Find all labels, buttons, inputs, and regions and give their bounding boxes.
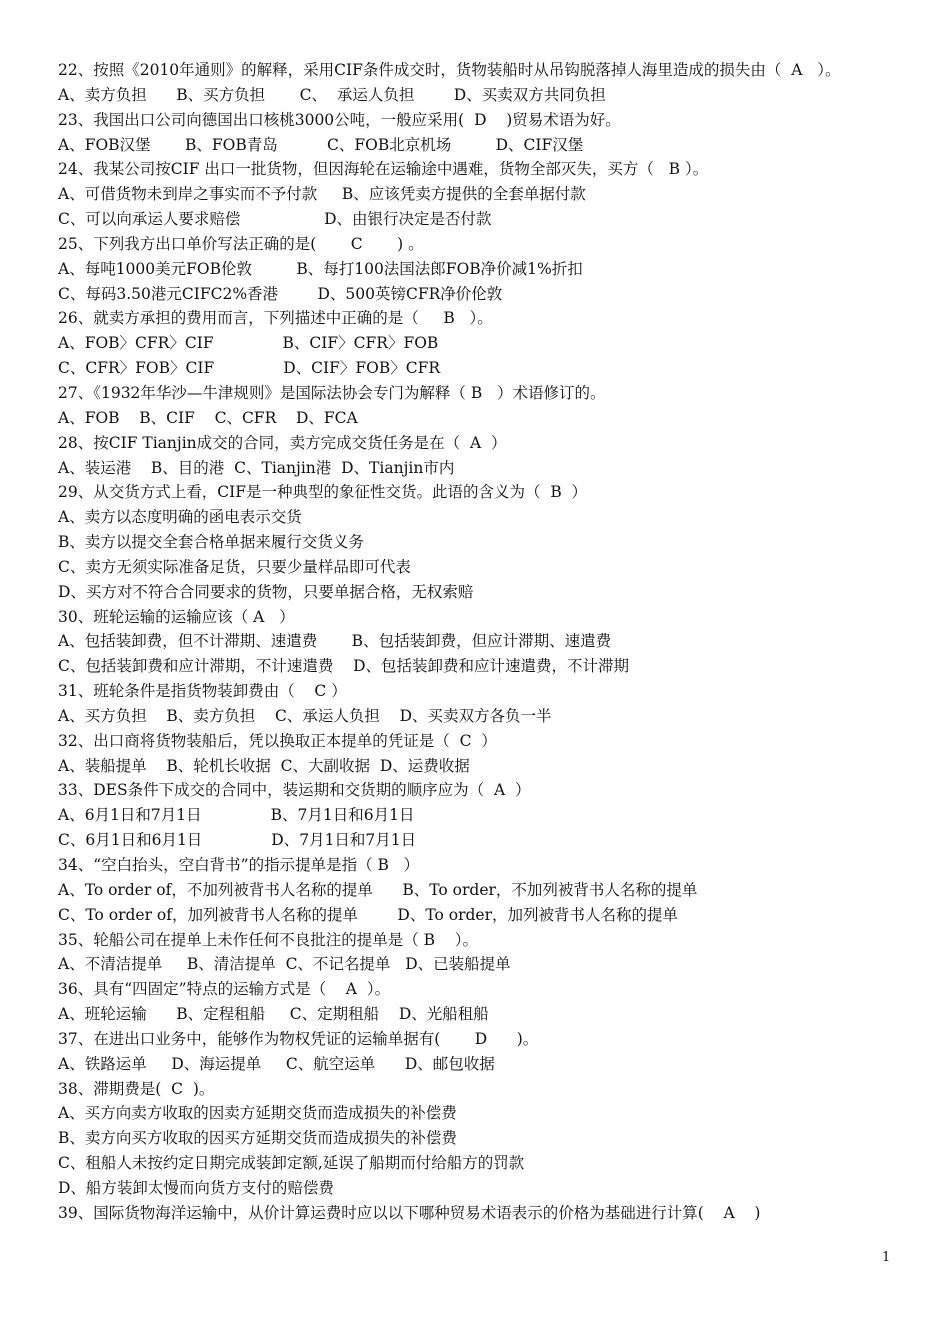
question-38-option-b: B、卖方向买方收取的因买方延期交货而造成损失的补偿费 xyxy=(58,1129,457,1148)
question-24-options-cd: C、可以向承运人要求赔偿 D、由银行决定是否付款 xyxy=(58,210,492,229)
question-39: 39、国际货物海洋运输中，从价计算运费时应以以下哪种贸易术语表示的价格为基础进行计算( A ) xyxy=(58,1203,761,1222)
question-22: 22、按照《2010年通则》的解释，采用CIF条件成交时，货物装船时从吊钩脱落掉人海里造成的损失由（ A ）。 xyxy=(58,61,841,79)
question-27-options: A、FOB B、CIF C、CFR D、FCA xyxy=(58,408,358,427)
question-28-options: A、装运港 B、目的港 C、Tianjin港 D、Tianjin市内 xyxy=(58,458,455,477)
question-28: 28、按CIF Tianjin成交的合同，卖方完成交货任务是在（ A ） xyxy=(58,433,507,452)
question-33-options-ab: A、6月1日和7月1日 B、7月1日和6月1日 xyxy=(58,806,415,825)
question-30-options-ab: A、包括装卸费，但不计滞期、速遣费 B、包括装卸费，但应计滞期、速遣费 xyxy=(58,632,612,651)
question-34-options-ab: A、To order of，不加列被背书人名称的提单 B、To order，不加列被背书人名称的提单 xyxy=(58,880,698,899)
question-23: 23、我国出口公司向德国出口核桃3000公吨，一般应采用( D )贸易术语为好。 xyxy=(58,110,621,129)
question-35-options: A、不清洁提单 B、清洁提单 C、不记名提单 D、已装船提单 xyxy=(58,955,511,974)
question-31-options: A、买方负担 B、卖方负担 C、承运人负担 D、买卖双方各负一半 xyxy=(58,706,552,725)
question-30-options-cd: C、包括装卸费和应计滞期，不计速遣费 D、包括装卸费和应计速遣费，不计滞期 xyxy=(58,657,629,676)
question-23-options: A、FOB汉堡 B、FOB青岛 C、FOB北京机场 D、CIF汉堡 xyxy=(58,135,584,154)
question-27: 27、《1932年华沙—牛津规则》是国际法协会专门为解释（ B ）术语修订的。 xyxy=(58,383,606,402)
question-31: 31、班轮条件是指货物装卸费由（ C ） xyxy=(58,682,347,701)
question-25: 25、下列我方出口单价写法正确的是( C ) 。 xyxy=(58,234,424,253)
question-37: 37、在进出口业务中，能够作为物权凭证的运输单据有( D )。 xyxy=(58,1029,539,1048)
question-25-options-cd: C、每码3.50港元CIFC2%香港 D、500英镑CFR净价伦敦 xyxy=(58,284,503,303)
question-25-options-ab: A、每吨1000美元FOB伦敦 B、每打100法国法郎FOB净价减1%折扣 xyxy=(58,259,583,278)
question-29: 29、从交货方式上看，CIF是一种典型的象征性交货。此语的含义为（ B ） xyxy=(58,483,588,502)
question-38-option-d: D、船方装卸太慢而向货方支付的赔偿费 xyxy=(58,1178,334,1197)
question-22-options: A、卖方负担 B、买方负担 C、 承运人负担 D、买卖双方共同负担 xyxy=(58,85,606,104)
question-29-option-c: C、卖方无须实际准备足货，只要少量样品即可代表 xyxy=(58,557,411,576)
question-38-option-a: A、买方向卖方收取的因卖方延期交货而造成损失的补偿费 xyxy=(58,1104,457,1123)
question-38-option-c: C、租船人未按约定日期完成装卸定额,延误了船期而付给船方的罚款 xyxy=(58,1154,525,1173)
question-36-options: A、班轮运输 B、定程租船 C、定期租船 D、光船租船 xyxy=(58,1005,489,1024)
question-33: 33、DES条件下成交的合同中，装运期和交货期的顺序应为（ A ） xyxy=(58,781,531,800)
question-32: 32、出口商将货物装船后，凭以换取正本提单的凭证是（ C ） xyxy=(58,731,497,750)
question-24: 24、我某公司按CIF 出口一批货物，但因海轮在运输途中遇难，货物全部灭失，买方（ B ）。 xyxy=(58,160,709,179)
question-29-option-d: D、买方对不符合合同要求的货物，只要单据合格，无权索赔 xyxy=(58,582,474,601)
question-32-options: A、装船提单 B、轮机长收据 C、大副收据 D、运费收据 xyxy=(58,756,470,775)
question-37-options: A、铁路运单 D、海运提单 C、航空运单 D、邮包收据 xyxy=(58,1054,495,1073)
question-30: 30、班轮运输的运输应该（ A ） xyxy=(58,607,295,626)
question-34-options-cd: C、To order of，加列被背书人名称的提单 D、To order，加列被背书人名称的提单 xyxy=(58,905,678,924)
question-26-options-cd: C、CFR〉FOB〉CIF D、CIF〉FOB〉CFR xyxy=(58,359,441,378)
question-38: 38、滞期费是( C )。 xyxy=(58,1079,215,1098)
question-26: 26、就卖方承担的费用而言，下列描述中正确的是（ B ）。 xyxy=(58,309,493,328)
question-34: 34、“空白抬头，空白背书”的指示提单是指（ B ） xyxy=(58,856,420,874)
question-36: 36、具有“四固定”特点的运输方式是（ A ）。 xyxy=(58,980,391,999)
question-24-options-ab: A、可借货物未到岸之事实而不予付款 B、应该凭卖方提供的全套单据付款 xyxy=(58,185,586,204)
question-33-options-cd: C、6月1日和6月1日 D、7月1日和7月1日 xyxy=(58,831,417,850)
question-29-option-a: A、卖方以态度明确的函电表示交货 xyxy=(58,508,302,527)
question-26-options-ab: A、FOB〉CFR〉CIF B、CIF〉CFR〉FOB xyxy=(58,334,439,353)
question-35: 35、轮船公司在提单上未作任何不良批注的提单是（ B ）。 xyxy=(58,930,479,949)
page-number: 1 xyxy=(882,1250,891,1265)
document-body xyxy=(58,58,918,1226)
question-29-option-b: B、卖方以提交全套合格单据来履行交货义务 xyxy=(58,533,364,552)
